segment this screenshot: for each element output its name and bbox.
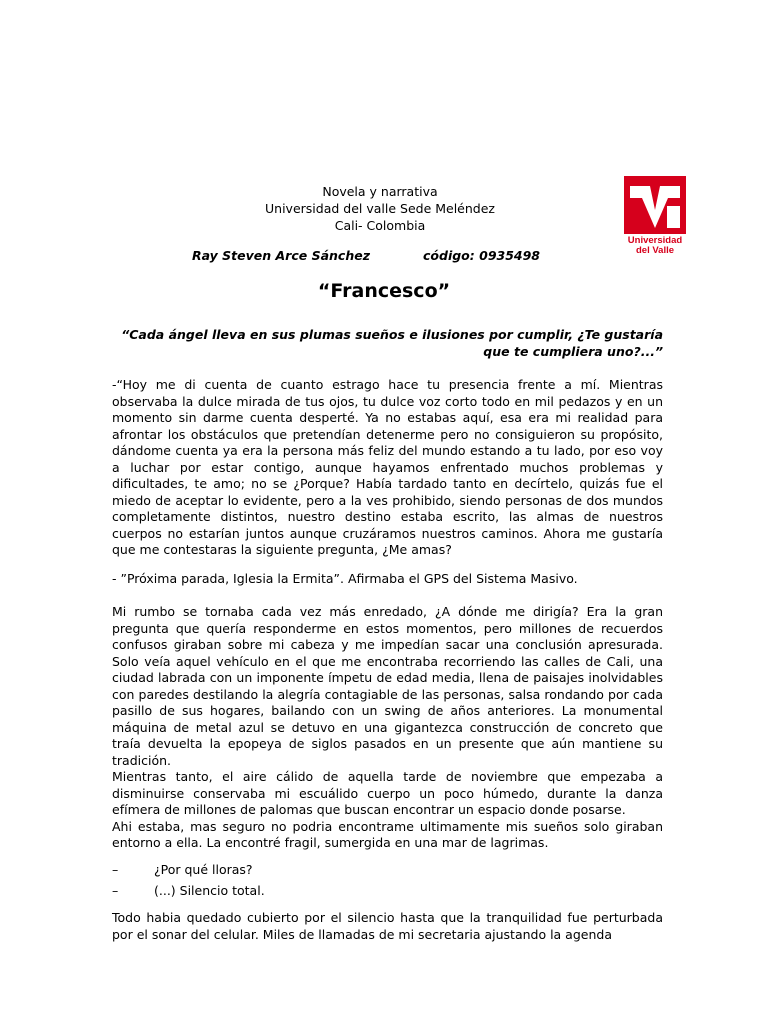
paragraph-journey [112, 604, 663, 852]
paragraph-closing: Todo habia quedado cubierto por el silencio hasta que la tranquilidad fue perturbada por el sonar del celular. Miles de llamadas de mi secretaria ajustando la agenda [112, 910, 663, 942]
paragraph-journey-part3: Ahi estaba, mas seguro no podria encontrame ultimamente mis sueños solo giraban entorno a ella. La encontré fragil, sumergida en una mar de lagrimas. [112, 818, 663, 850]
student-code: código: 0935498 [423, 248, 540, 263]
logo-caption-line1: Universidad [627, 235, 683, 246]
story-title: “Francesco” [317, 280, 451, 302]
paragraph-journey-part2: Mientras tanto, el aire cálido de aquella tarde de noviembre que empezaba a disminuirse conservaba mi escuálido cuerpo un poco húmedo, durante la danza efímera de millones de palomas que buscan encontrar un espacio donde posarse. [112, 769, 663, 817]
epigraph: “Cada ángel lleva en sus plumas sueños e ilusiones por cumplir, ¿Te gustaría que te cumpliera uno?...” [121, 327, 663, 359]
author-name: Ray Steven Arce Sánchez [192, 248, 370, 263]
paragraph-journey-part1: Mi rumbo se tornaba cada vez más enredado, ¿A dónde me dirigía? Era la gran pregunta que quería responderme en estos momentos, pero millones de recuerdos confusos giraban sobre mi cabeza y me impedían sacar una conclusión apresurada. Solo veía aquel vehículo en el que me encontraba recorriendo las calles de Cali, una ciudad labrada con un imponente ímpetu de edad media, llena de paisajes inolvidables con paredes destilando la alegría contagiable de las personas, salsa rondando por cada pasillo de sus hogares, bailando con un swing de años anteriores. La monumental máquina de metal azul se detuvo en una gigantezca construcción de concreto que traía devuelta la epopeya de siglos pasados en un presente que aún mantiene su tradición. [112, 604, 663, 768]
dialog-line: – ¿Por qué lloras? [112, 859, 663, 880]
course-name: Novela y narrativa [322, 184, 438, 199]
dialog-line: – (...) Silencio total. [112, 880, 663, 901]
city-country: Cali- Colombia [334, 218, 426, 233]
paragraph-gps-announcement: - ”Próxima parada, Iglesia la Ermita”. Afirmaba el GPS del Sistema Masivo. [112, 571, 578, 586]
document-header [200, 183, 560, 234]
paragraph-opening-monologue: -“Hoy me di cuenta de cuanto estrago hace tu presencia frente a mí. Mientras observaba la dulce mirada de tus ojos, tu dulce voz corto todo en mil pedazos y en un momento sin darme cuenta desperté. Ya no estabas aquí, esa era mi realidad para afrontar los obstáculos que pretendían detenerme pero no consiguieron su propósito, dándome cuenta ya era la persona más feliz del mundo estando a tu lado, por eso voy a luchar por estar contigo, aunque hayamos enfrentado muchos problemas y dificultades, te amo; no se ¿Porque? Había tardado tanto en decírtelo, quizás fue el miedo de aceptar lo evidente, pero a la ves prohibido, siendo personas de dos mundos completamente distintos, nuestro destino estaba escrito, las almas de nuestros cuerpos no estarían juntos aunque cruzáramos nuestros caminos. Ahora me gustaría que me contestaras la siguiente pregunta, ¿Me amas? [112, 377, 663, 557]
university-name: Universidad del valle Sede Meléndez [265, 201, 495, 216]
logo-caption [612, 236, 698, 256]
logo-caption-line2: del Valle [635, 245, 675, 256]
dialog-list [112, 859, 663, 901]
